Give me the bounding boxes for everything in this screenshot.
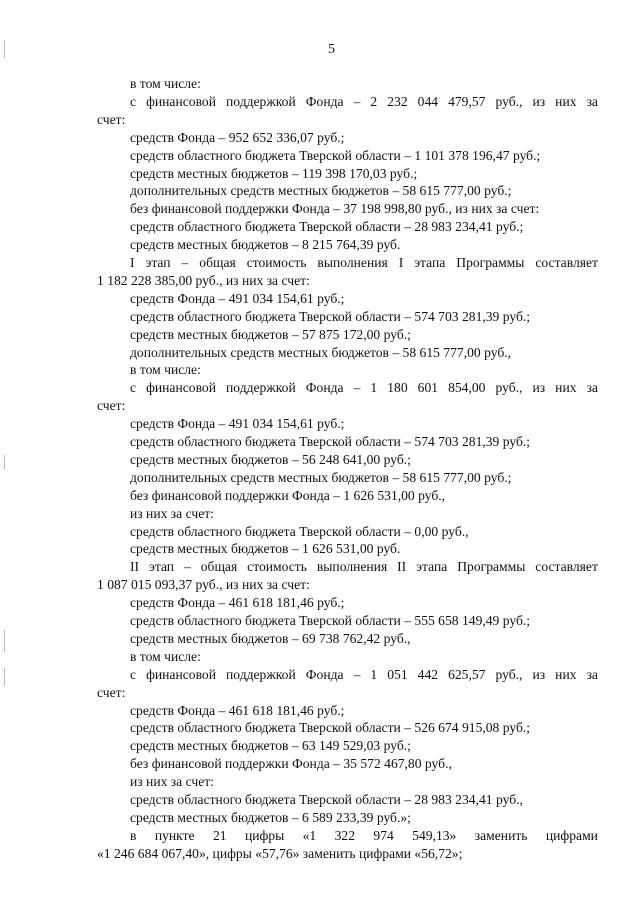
word: них [555, 94, 577, 109]
word: поддержкой [226, 380, 296, 395]
word: общая [200, 559, 238, 574]
text-line: в том числе: [130, 76, 201, 91]
text-line: средств местных бюджетов – 69 738 762,42 руб., [130, 631, 411, 646]
text-line: дополнительных средств местных бюджетов – 58 615 777,00 руб.; [130, 470, 512, 485]
text-line: 1 087 015 093,37 руб., из них за счет: [97, 577, 310, 592]
text-line: без финансовой поддержки Фонда – 1 626 531,00 руб., [130, 488, 446, 503]
word: с [130, 380, 137, 395]
text-line: счет: [97, 398, 126, 413]
word: II [130, 559, 140, 574]
word: 180 [387, 380, 408, 395]
text-line: дополнительных средств местных бюджетов – 58 615 777,00 руб.; [130, 183, 512, 198]
word: этап [149, 559, 175, 574]
word: выполнения [316, 559, 388, 574]
word: выполнения [317, 255, 388, 270]
word: 479,57 [448, 94, 486, 109]
word: финансовой [146, 380, 216, 395]
text-line [130, 829, 598, 843]
word: 601 [417, 380, 439, 395]
text-line: средств областного бюджета Тверской области – 574 703 281,39 руб.; [130, 309, 531, 324]
word: 322 [334, 828, 355, 843]
word: – [353, 94, 361, 109]
word: – [353, 380, 361, 395]
word: – [184, 559, 191, 574]
text-line [130, 560, 598, 574]
word: них [555, 667, 577, 682]
word: за [586, 380, 598, 395]
word: 044 [417, 94, 439, 109]
margin-scan-mark [4, 455, 5, 469]
word: 549,13» [412, 828, 457, 843]
text-line: средств областного бюджета Тверской области – 526 674 915,08 руб.; [130, 720, 531, 735]
word: 051 [387, 667, 408, 682]
text-line: средств местных бюджетов – 57 875 172,00 руб.; [130, 327, 411, 342]
word: Фонда [305, 380, 344, 395]
margin-scan-mark [4, 40, 5, 58]
word: цифры [244, 828, 285, 843]
text-line: средств местных бюджетов – 1 626 531,00 руб. [130, 541, 401, 556]
word: – [181, 255, 189, 270]
text-line: средств областного бюджета Тверской области – 0,00 руб., [130, 524, 469, 539]
word: 1 [370, 380, 378, 395]
word: 442 [417, 667, 439, 682]
word: 1 [370, 667, 378, 682]
text-line: средств местных бюджетов – 63 149 529,03 руб.; [130, 738, 411, 753]
text-line: без финансовой поддержки Фонда – 37 198 998,80 руб., из них за счет: [130, 201, 540, 216]
text-line: «1 246 684 067,40», цифры «57,76» заменить цифрами «56,72»; [97, 846, 463, 861]
word: I [398, 255, 404, 270]
word: составляет [535, 559, 598, 574]
word: них [555, 380, 577, 395]
text-line [130, 256, 598, 270]
word: – [353, 667, 361, 682]
word: общая [199, 255, 236, 270]
text-line: средств Фонда – 952 652 336,07 руб.; [130, 130, 345, 145]
text-line: средств Фонда – 461 618 181,46 руб.; [130, 595, 345, 610]
word: Программы [457, 559, 526, 574]
text-line [130, 381, 598, 395]
text-line: без финансовой поддержки Фонда – 35 572 467,80 руб., [130, 756, 452, 771]
text-line: средств местных бюджетов – 119 398 170,03 руб.; [130, 166, 418, 181]
word: этапа [414, 255, 446, 270]
word: Фонда [305, 94, 344, 109]
word: 21 [212, 828, 227, 843]
text-line: средств областного бюджета Тверской области – 28 983 234,41 руб., [130, 792, 523, 807]
word: составляет [535, 255, 598, 270]
text-line: счет: [97, 685, 126, 700]
word: 974 [373, 828, 394, 843]
page-number: 5 [328, 42, 335, 57]
word: в [130, 828, 137, 843]
word: стоимость [246, 255, 307, 270]
word: этапа [416, 559, 448, 574]
text-line: дополнительных средств местных бюджетов – 58 615 777,00 руб., [130, 345, 512, 360]
text-line: средств областного бюджета Тверской области – 555 658 149,49 руб.; [130, 613, 531, 628]
word: с [130, 94, 137, 109]
word: финансовой [146, 94, 216, 109]
word: 625,57 [448, 667, 486, 682]
word: руб., [495, 94, 523, 109]
word: этап [145, 255, 171, 270]
word: за [586, 94, 598, 109]
word: заменить [474, 828, 528, 843]
word: с [130, 667, 137, 682]
text-line: из них за счет: [130, 774, 214, 789]
text-line: средств областного бюджета Тверской области – 1 101 378 196,47 руб.; [130, 148, 541, 163]
text-line: средств областного бюджета Тверской области – 28 983 234,41 руб.; [130, 219, 524, 234]
word: руб., [495, 380, 523, 395]
word: 854,00 [448, 380, 486, 395]
text-line: средств местных бюджетов – 8 215 764,39 руб. [130, 237, 401, 252]
word: 232 [387, 94, 408, 109]
word: поддержкой [226, 667, 296, 682]
text-line: в том числе: [130, 362, 201, 377]
text-line: счет: [97, 112, 126, 127]
word: из [532, 94, 546, 109]
text-line: средств Фонда – 461 618 181,46 руб.; [130, 703, 345, 718]
word: цифрами [545, 828, 598, 843]
margin-scan-mark [4, 668, 5, 686]
text-line: 1 182 228 385,00 руб., из них за счет: [97, 273, 310, 288]
text-line: средств местных бюджетов – 56 248 641,00 руб.; [130, 452, 411, 467]
word: Фонда [305, 667, 344, 682]
text-line [130, 95, 598, 109]
word: II [397, 559, 407, 574]
word: Программы [456, 255, 525, 270]
word: поддержкой [226, 94, 296, 109]
margin-scan-mark [4, 630, 5, 652]
text-line: средств областного бюджета Тверской области – 574 703 281,39 руб.; [130, 434, 531, 449]
word: стоимость [247, 559, 307, 574]
text-line: средств Фонда – 491 034 154,61 руб.; [130, 291, 345, 306]
word: I [130, 255, 135, 270]
word: 2 [370, 94, 378, 109]
text-line: средств Фонда – 491 034 154,61 руб.; [130, 416, 345, 431]
word: «1 [302, 828, 317, 843]
word: финансовой [146, 667, 216, 682]
word: руб., [495, 667, 523, 682]
text-line: из них за счет: [130, 506, 214, 521]
text-line: средств местных бюджетов – 6 589 233,39 руб.»; [130, 810, 411, 825]
word: пункте [154, 828, 195, 843]
word: за [586, 667, 598, 682]
text-line [130, 668, 598, 682]
word: из [532, 667, 546, 682]
word: из [532, 380, 546, 395]
text-line: в том числе: [130, 649, 201, 664]
